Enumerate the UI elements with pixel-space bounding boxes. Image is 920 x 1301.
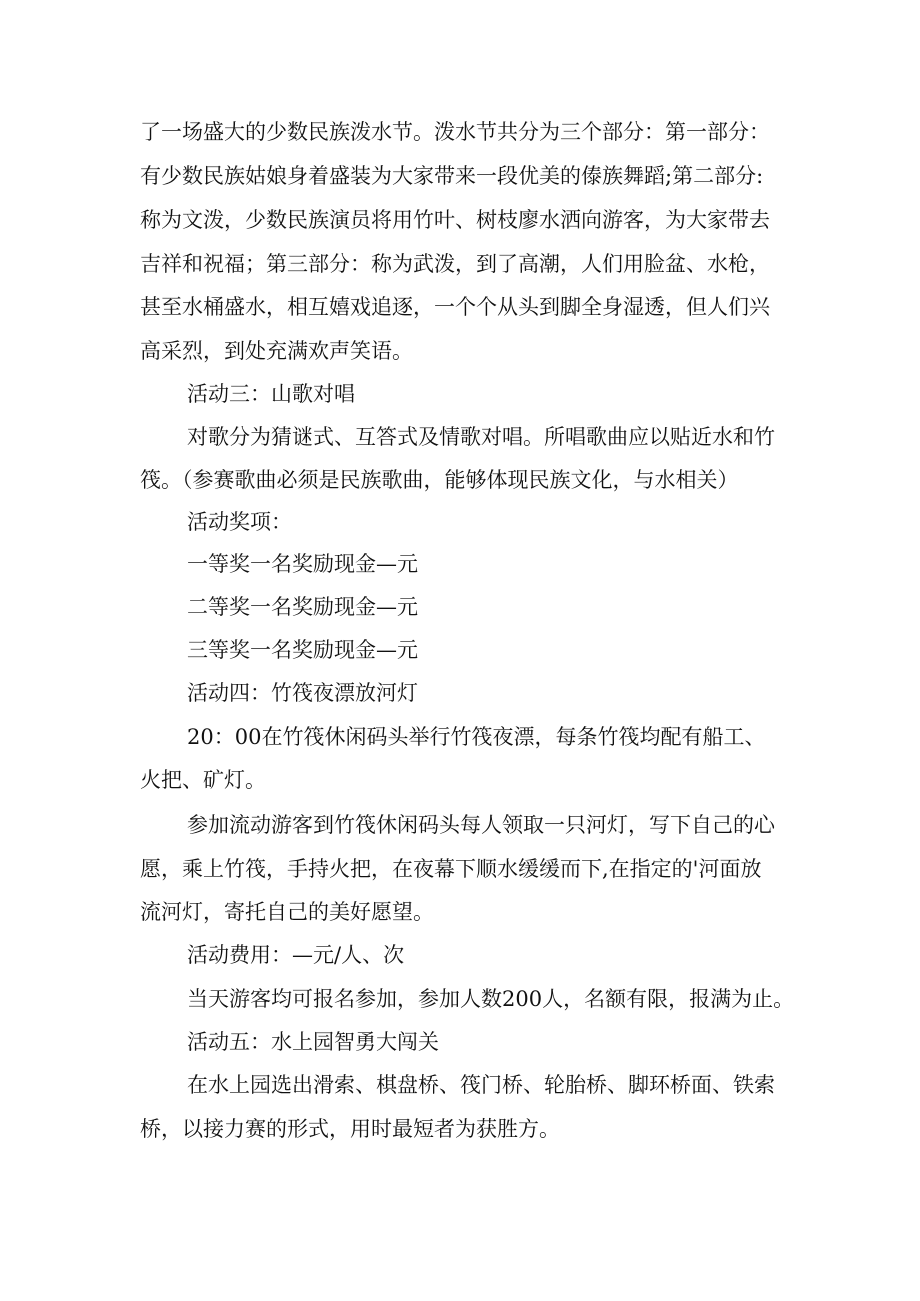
section-heading: 活动费用：—元/人、次 [187, 943, 405, 967]
list-item: 一等奖一名奖励现金—元 [187, 552, 418, 576]
text-line: 了一场盛大的少数民族泼水节。泼水节共分为三个部分：第一部分： [140, 120, 770, 144]
section-heading: 活动五：水上园智勇大闯关 [187, 1030, 439, 1054]
list-item: 二等奖一名奖励现金—元 [187, 595, 418, 619]
text-line: 流河灯，寄托自己的美好愿望。 [140, 900, 434, 924]
text-line: 愿，乘上竹筏，手持火把，在夜幕下顺水缓缓而下,在指定的'河面放 [140, 857, 762, 881]
text-line: 桥，以接力赛的形式，用时最短者为获胜方。 [140, 1117, 560, 1141]
text-line: 当天游客均可报名参加，参加人数200人，名额有限，报满为止。 [187, 987, 795, 1011]
text-line: 称为文泼，少数民族演员将用竹叶、树枝廖水洒向游客，为大家带去 [140, 208, 770, 232]
text-line: 甚至水桶盛水，相互嬉戏追逐，一个个从头到脚全身湿透，但人们兴 [140, 295, 770, 319]
section-heading: 活动奖项： [187, 510, 292, 534]
text-line: 20：00在竹筏休闲码头举行竹筏夜漂，每条竹筏均配有船工、 [187, 725, 766, 749]
list-item: 三等奖一名奖励现金—元 [187, 638, 418, 662]
section-heading: 活动三：山歌对唱 [187, 382, 355, 406]
text-line: 火把、矿灯。 [140, 768, 266, 792]
text-line: 有少数民族姑娘身着盛装为大家带来一段优美的傣族舞蹈;第二部分: [140, 164, 764, 188]
text-line: 高采烈，到处充满欢声笑语。 [140, 339, 413, 363]
text-line: 吉祥和祝福；第三部分：称为武泼，到了高潮，人们用脸盆、水枪， [140, 252, 770, 276]
text-line: 筏。（参赛歌曲必须是民族歌曲，能够体现民族文化，与水相关） [140, 468, 739, 492]
text-line: 在水上园选出滑索、棋盘桥、筏门桥、轮胎桥、脚环桥面、铁索 [187, 1073, 775, 1097]
text-line: 对歌分为猜谜式、互答式及情歌对唱。所唱歌曲应以贴近水和竹 [187, 425, 775, 449]
section-heading: 活动四：竹筏夜漂放河灯 [187, 681, 418, 705]
text-line: 参加流动游客到竹筏休闲码头每人领取一只河灯，写下自己的心 [187, 813, 775, 837]
